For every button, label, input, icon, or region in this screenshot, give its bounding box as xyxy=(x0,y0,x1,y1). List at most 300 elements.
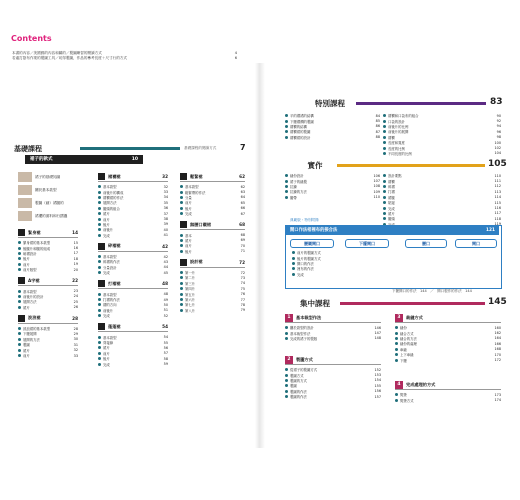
toc-item-label: 長度的比例 xyxy=(388,146,405,151)
toc-item-label: 製圖的作法 xyxy=(290,389,307,394)
toc-item-label: 後腰片和腰的組成 xyxy=(23,246,51,251)
toc-item-label: 腰頭 xyxy=(388,217,395,222)
bullet-icon xyxy=(292,273,295,276)
bullet-icon xyxy=(98,207,101,210)
guide-box-0: 腰襯開口 xyxy=(290,239,334,248)
toc-item-label: 製圖 xyxy=(290,384,297,389)
group-number-box xyxy=(98,243,105,250)
toc-item-page: 72 xyxy=(240,270,245,275)
focus-title: 集中課程 xyxy=(300,299,330,308)
guide-box-1: 下擺開口 xyxy=(345,239,389,248)
toc-item-label: 褶襉和口袋布的組合 xyxy=(388,114,419,119)
group-number-box xyxy=(18,277,25,284)
toc-item-page: 154 xyxy=(374,378,381,383)
toc-item-page: 100 xyxy=(494,140,501,145)
toc-group-header xyxy=(180,172,245,182)
bullet-icon xyxy=(18,295,21,298)
toc-item-page: 19 xyxy=(73,262,78,267)
bullet-icon xyxy=(285,185,288,188)
bullet-icon xyxy=(285,332,288,335)
toc-item-label: 前片 xyxy=(185,244,192,249)
toc-item-label: 裙片 xyxy=(103,212,110,217)
toc-item-label: 裙片 xyxy=(388,211,395,216)
toc-item-label: 腰頭的組合 xyxy=(103,206,120,211)
toc-item-page: 23 xyxy=(73,289,78,294)
toc-item-page: 111 xyxy=(494,179,501,184)
toc-item-label: 基本款型 xyxy=(103,292,117,297)
bullet-icon xyxy=(383,196,386,199)
toc-item-label: 前後片的設計 xyxy=(23,294,44,299)
toc-item-page: 17 xyxy=(73,251,78,256)
bullet-icon xyxy=(383,190,386,193)
toc-item-page: 29 xyxy=(73,331,78,336)
toc-item-label: 後片 xyxy=(185,206,192,211)
group-title: 緊身裙 xyxy=(28,229,41,235)
bullet-icon xyxy=(285,379,288,382)
practice-col-b xyxy=(383,173,501,227)
toc-item xyxy=(285,394,381,399)
toc-item-page: 35 xyxy=(163,200,168,205)
bullet-icon xyxy=(180,244,183,247)
bullet-icon xyxy=(98,191,101,194)
toc-item-label: 縫合的方法 xyxy=(400,336,417,341)
toc-item-page: 146 xyxy=(374,325,381,330)
toc-item-page: 62 xyxy=(240,184,245,189)
group-title: 製圖方式 xyxy=(296,356,313,362)
toc-item-page: 42 xyxy=(163,254,168,259)
toc-item-page: 24 xyxy=(73,294,78,299)
toc-item-label: 完成 xyxy=(103,271,110,276)
toc-item-label: 製圖方式 xyxy=(290,373,304,378)
group-title: A字裙 xyxy=(28,277,40,283)
toc-item-label: 分量設計 xyxy=(103,265,117,270)
bullet-icon xyxy=(18,268,21,271)
toc-item-page: 74 xyxy=(240,281,245,286)
toc-item-label: 褶襉 xyxy=(388,135,395,140)
bullet-icon xyxy=(180,234,183,237)
bullet-icon xyxy=(292,257,295,260)
toc-item-label: 貼邊 xyxy=(388,201,395,206)
thumb: 裙子的基礎知識 xyxy=(18,172,73,182)
bullet-icon xyxy=(180,185,183,188)
group-page: 68 xyxy=(239,222,245,228)
toc-item-page: 59 xyxy=(163,362,168,367)
toc-item-page: 107 xyxy=(373,179,380,184)
toc-item-page: 153 xyxy=(374,373,381,378)
toc-item-page: 98 xyxy=(496,135,501,140)
toc-item-label: 前片 xyxy=(23,262,30,267)
toc-item-page: 109 xyxy=(373,189,380,194)
toc-item-page: 18 xyxy=(73,256,78,261)
bullet-icon xyxy=(395,353,398,356)
toc-item xyxy=(285,336,381,341)
bullet-icon xyxy=(383,152,386,155)
bullet-icon xyxy=(98,293,101,296)
toc-item-page: 102 xyxy=(494,146,501,151)
toc-item-label: 緊身裙的基本款型 xyxy=(23,241,51,246)
book-gutter xyxy=(255,63,265,448)
toc-item-label: 拉鍊的方法 xyxy=(290,190,307,195)
toc-group-header xyxy=(18,228,78,238)
bullet-icon xyxy=(98,341,101,344)
toc-item-label: 不同長度的比例 xyxy=(388,151,412,156)
toc-item-page: 45 xyxy=(163,270,168,275)
toc-item-label: 褶襉裙的作法 xyxy=(103,195,124,200)
toc-item-label: 製圖 xyxy=(23,343,30,348)
focus-group-2 xyxy=(285,355,381,399)
group-number: 3 xyxy=(395,314,403,322)
bullet-icon xyxy=(98,212,101,215)
toc-item-label: 車縫 xyxy=(400,347,407,352)
bullet-icon xyxy=(98,298,101,301)
bullet-icon xyxy=(98,363,101,366)
toc-item-page: 32 xyxy=(73,348,78,353)
bullet-icon xyxy=(285,196,288,199)
toc-item-page: 148 xyxy=(374,336,381,341)
toc-item-label: 上下車縫 xyxy=(400,353,414,358)
toc-item-label: 碎褶的作法 xyxy=(103,260,120,265)
group-number-box xyxy=(180,259,187,266)
guide-item-label: 完成 xyxy=(297,272,304,277)
toc-item xyxy=(285,135,380,140)
toc-item-label: 分量 xyxy=(185,195,192,200)
toc-item-label: 平的褶裙的結構 xyxy=(290,114,314,119)
focus-group-3 xyxy=(395,313,501,363)
bullet-icon xyxy=(180,287,183,290)
toc-item-page: 69 xyxy=(240,238,245,243)
bullet-icon xyxy=(98,266,101,269)
toc-item-label: 製圖的方式 xyxy=(290,378,307,383)
group-number: 4 xyxy=(395,381,403,389)
skirt-image xyxy=(18,172,32,182)
toc-item-page: 43 xyxy=(163,259,168,264)
skirt-image xyxy=(18,211,32,221)
toc-item-page: 54 xyxy=(163,335,168,340)
toc-item-label: 第四片 xyxy=(185,287,196,292)
bullet-icon xyxy=(180,282,183,285)
toc-group-header xyxy=(180,258,245,268)
group-page: 72 xyxy=(239,259,245,265)
guide-badge: 典範版・特別附錄 xyxy=(290,218,319,222)
thumb: 關於基本款型 xyxy=(18,185,73,195)
toc-item-page: 168 xyxy=(494,347,501,352)
group-title: 波浪裙 xyxy=(28,315,41,321)
toc-item-label: 基本裁型作法 xyxy=(290,331,311,336)
group-title: 無腰口襯裙 xyxy=(190,221,211,227)
contents-title: Contents xyxy=(11,34,52,43)
group-number-box xyxy=(98,173,105,180)
bullet-icon xyxy=(285,174,288,177)
toc-item-label: 褶襉裙的設計 xyxy=(290,135,311,140)
bullet-icon xyxy=(285,384,288,387)
toc-item-page: 164 xyxy=(494,336,501,341)
basic-col-1 xyxy=(18,228,78,362)
bullet-icon xyxy=(383,201,386,204)
group-page: 62 xyxy=(239,174,245,179)
toc-item-page: 65 xyxy=(240,200,245,205)
toc-item-label: 下擺展開 xyxy=(23,332,37,337)
bullet-icon xyxy=(180,276,183,279)
toc-item-label: 裙子的縫製 xyxy=(290,179,307,184)
toc-item-label: 完成 xyxy=(103,362,110,367)
toc-item-label: 後片 xyxy=(185,249,192,254)
bullet-icon xyxy=(98,260,101,263)
toc-item-page: 20 xyxy=(73,267,78,272)
bullet-icon xyxy=(98,352,101,355)
toc-item-page: 90 xyxy=(496,113,501,118)
group-number-box xyxy=(98,323,105,330)
toc-item-page: 26 xyxy=(73,305,78,310)
toc-item-label: 縫份 xyxy=(400,326,407,331)
guide-items xyxy=(292,250,492,277)
bullet-icon xyxy=(180,293,183,296)
toc-item-label: 拉鍊 xyxy=(290,184,297,189)
toc-item-label: 第八片 xyxy=(185,308,196,313)
toc-item-page: 112 xyxy=(494,184,501,189)
basic-col-3 xyxy=(180,172,245,317)
group-number-box xyxy=(18,229,25,236)
toc-item-label: 裙腰 xyxy=(388,195,395,200)
special-col-b xyxy=(383,113,501,156)
bullet-icon xyxy=(292,251,295,254)
toc-item-label: 前後片 xyxy=(103,308,114,313)
bullet-icon xyxy=(285,326,288,329)
group-number-box xyxy=(180,173,187,180)
toc-item-label: 裙片 xyxy=(23,348,30,353)
special-course-title: 特別課程 xyxy=(315,99,345,108)
practice-page: 105 xyxy=(488,159,507,169)
toc-item-label: 從裙子的製圖方式 xyxy=(290,368,318,373)
toc-item-page: 75 xyxy=(240,286,245,291)
toc-item-label: 長度和寬度 xyxy=(388,141,405,146)
toc-item-label: 前後片 xyxy=(103,228,114,233)
bullet-icon xyxy=(285,125,288,128)
toc-item-label: 基本款型 xyxy=(103,335,117,340)
bullet-icon xyxy=(180,298,183,301)
bullet-icon xyxy=(18,338,21,341)
toc-item-page: 110 xyxy=(494,173,501,178)
group-title: 基本裁型作法 xyxy=(296,314,322,320)
toc-item-page: 52 xyxy=(163,313,168,318)
toc-item-page: 92 xyxy=(496,119,501,124)
bullet-icon xyxy=(292,262,295,265)
toc-item-page: 114 xyxy=(494,195,501,200)
focus-bar xyxy=(340,302,485,305)
toc-item-label: 完成的裙子的製版 xyxy=(290,336,318,341)
bullet-icon xyxy=(383,141,386,144)
intro-row: 若處打掛布作業的製圖工具／切得製圖，作品的參考長度＋尺寸行的方式 6 xyxy=(12,56,237,60)
toc-item-page: 84 xyxy=(375,113,380,118)
toc-item-page: 172 xyxy=(494,358,501,363)
toc-item-label: 後片 xyxy=(103,222,110,227)
toc-item-page: 37 xyxy=(163,211,168,216)
toc-item-label: 前片 xyxy=(103,217,110,222)
guide-footer: 下擺開口的作法 144 ／ 開口製作的作法 144 xyxy=(392,289,472,293)
bullet-icon xyxy=(98,234,101,237)
bullet-icon xyxy=(180,207,183,210)
focus-group-header xyxy=(285,313,381,323)
bullet-icon xyxy=(180,309,183,312)
bullet-icon xyxy=(180,191,183,194)
group-page: 42 xyxy=(162,243,168,249)
bullet-icon xyxy=(18,300,21,303)
toc-item-page: 116 xyxy=(494,206,501,211)
toc-item-page: 56 xyxy=(163,345,168,350)
toc-item-label: 後片 xyxy=(23,257,30,262)
toc-item-page: 152 xyxy=(374,367,381,372)
thumb: 裙襬的面料和行摺疊 xyxy=(18,211,73,221)
toc-item-label: 展開方法 xyxy=(23,300,37,305)
toc-item-page: 63 xyxy=(240,190,245,195)
toc-item-page: 85 xyxy=(375,119,380,124)
toc-item-label: 第一片 xyxy=(185,271,196,276)
bullet-icon xyxy=(285,136,288,139)
toc-item-label: 前後片的展開 xyxy=(388,130,409,135)
group-title: 完成處理的方式 xyxy=(406,381,436,387)
group-title: 鬆緊裙 xyxy=(190,173,203,179)
toc-item-page: 78 xyxy=(240,302,245,307)
skirt-image xyxy=(18,185,32,195)
toc-item-label: 第七片 xyxy=(185,303,196,308)
toc-item-page: 31 xyxy=(73,342,78,347)
toc-item-page: 166 xyxy=(494,341,501,346)
bullet-icon xyxy=(395,332,398,335)
bullet-icon xyxy=(383,114,386,117)
toc-item-page: 64 xyxy=(240,195,245,200)
toc-item-page: 16 xyxy=(73,246,78,251)
intro-row: 本書的內容／美國郵的內容和屬的／製圖練習的閱讀方式 4 xyxy=(12,51,237,55)
bullet-icon xyxy=(98,218,101,221)
toc-item-label: 完成 xyxy=(103,314,110,319)
special-course-page: 83 xyxy=(490,97,503,107)
toc-item-label: 基本款型 xyxy=(103,185,117,190)
toc-group-header xyxy=(18,314,78,324)
bullet-icon xyxy=(98,336,101,339)
toc-item-page: 87 xyxy=(375,129,380,134)
toc-item-page: 156 xyxy=(374,389,381,394)
bullet-icon xyxy=(285,337,288,340)
bullet-icon xyxy=(395,348,398,351)
toc-item-page: 68 xyxy=(240,233,245,238)
bullet-icon xyxy=(383,136,386,139)
toc-item-page: 94 xyxy=(496,124,501,129)
bullet-icon xyxy=(180,250,183,253)
toc-item-page: 25 xyxy=(73,299,78,304)
toc-item-label: 縫份設計 xyxy=(290,174,304,179)
toc-item-page: 76 xyxy=(240,292,245,297)
guide-item-label: 開口的作法 xyxy=(297,261,314,266)
bullet-icon xyxy=(395,337,398,340)
toc-item-page: 39 xyxy=(163,222,168,227)
toc-item-page: 86 xyxy=(375,124,380,129)
toc-item-label: 裙片 xyxy=(103,346,110,351)
toc-item-page: 55 xyxy=(163,340,168,345)
toc-item-label: 前片 xyxy=(23,354,30,359)
group-number-box xyxy=(98,280,105,287)
group-title: 碎褶裙 xyxy=(108,243,121,249)
toc-group-header xyxy=(98,172,168,182)
bullet-icon xyxy=(98,309,101,312)
bullet-icon xyxy=(180,271,183,274)
bullet-icon xyxy=(98,185,101,188)
group-title: 打褶裙 xyxy=(108,280,121,286)
toc-item-label: 打褶的作法 xyxy=(103,298,120,303)
bullet-icon xyxy=(98,346,101,349)
toc-item-page: 33 xyxy=(163,190,168,195)
toc-item-page: 67 xyxy=(240,211,245,216)
bullet-icon xyxy=(395,399,398,402)
group-page: 48 xyxy=(162,281,168,287)
bullet-icon xyxy=(98,303,101,306)
bullet-icon xyxy=(18,343,21,346)
toc-item-page: 117 xyxy=(494,211,501,216)
group-page: 28 xyxy=(72,315,78,321)
bullet-icon xyxy=(383,212,386,215)
bullet-icon xyxy=(180,201,183,204)
group-page: 32 xyxy=(162,174,168,179)
toc-item-label: 基本 xyxy=(185,233,192,238)
toc-item-label: 褶襉的結構 xyxy=(290,124,307,129)
bullet-icon xyxy=(383,217,386,220)
toc-item-page: 48 xyxy=(163,292,168,297)
bullet-icon xyxy=(395,326,398,329)
group-number: 2 xyxy=(285,356,293,364)
toc-item-page: 96 xyxy=(496,129,501,134)
bullet-icon xyxy=(383,174,386,177)
bullet-icon xyxy=(285,120,288,123)
toc-item-page: 160 xyxy=(494,325,501,330)
basic-course-title: 基礎課程 xyxy=(14,145,42,153)
toc-item-page: 50 xyxy=(163,302,168,307)
toc-item-label: 前片 xyxy=(103,351,110,356)
toc-item-label: 基本款型 xyxy=(23,289,37,294)
group-number-box xyxy=(180,221,187,228)
toc-item-page: 38 xyxy=(163,217,168,222)
practice-title: 實作 xyxy=(307,161,323,170)
bullet-icon xyxy=(18,290,21,293)
toc-item-page: 32 xyxy=(163,184,168,189)
bullet-icon xyxy=(98,271,101,274)
focus-group-header xyxy=(395,380,501,390)
toc-item-page: 57 xyxy=(163,351,168,356)
toc-item-label: 腰帶 xyxy=(290,195,297,200)
toc-item-page: 73 xyxy=(240,275,245,280)
group-page: 14 xyxy=(72,230,78,235)
toc-item xyxy=(285,195,380,200)
bullet-icon xyxy=(98,228,101,231)
bullet-icon xyxy=(180,239,183,242)
bullet-icon xyxy=(285,374,288,377)
group-title: 裁縫方式 xyxy=(406,314,423,320)
toc-item-page: 157 xyxy=(374,394,381,399)
toc-item-page: 88 xyxy=(375,135,380,140)
bullet-icon xyxy=(180,196,183,199)
toc-item-label: 基本款型 xyxy=(185,185,199,190)
bullet-icon xyxy=(98,196,101,199)
bullet-icon xyxy=(18,306,21,309)
guide-item-label: 裡布的作法 xyxy=(297,267,314,272)
toc-item-label: 後片 xyxy=(103,357,110,362)
focus-group-header xyxy=(395,313,501,323)
focus-page: 145 xyxy=(488,297,507,307)
toc-item-page: 28 xyxy=(73,326,78,331)
toc-item-label: 前後片的構成 xyxy=(103,190,124,195)
toc-item-label: 第五片 xyxy=(185,292,196,297)
toc-item-label: 口袋的設計 xyxy=(388,119,405,124)
toc-item-label: 暗褶設計 xyxy=(23,251,37,256)
toc-item-label: 裙片 xyxy=(23,305,30,310)
toc-item-label: 前片版型 xyxy=(23,268,37,273)
